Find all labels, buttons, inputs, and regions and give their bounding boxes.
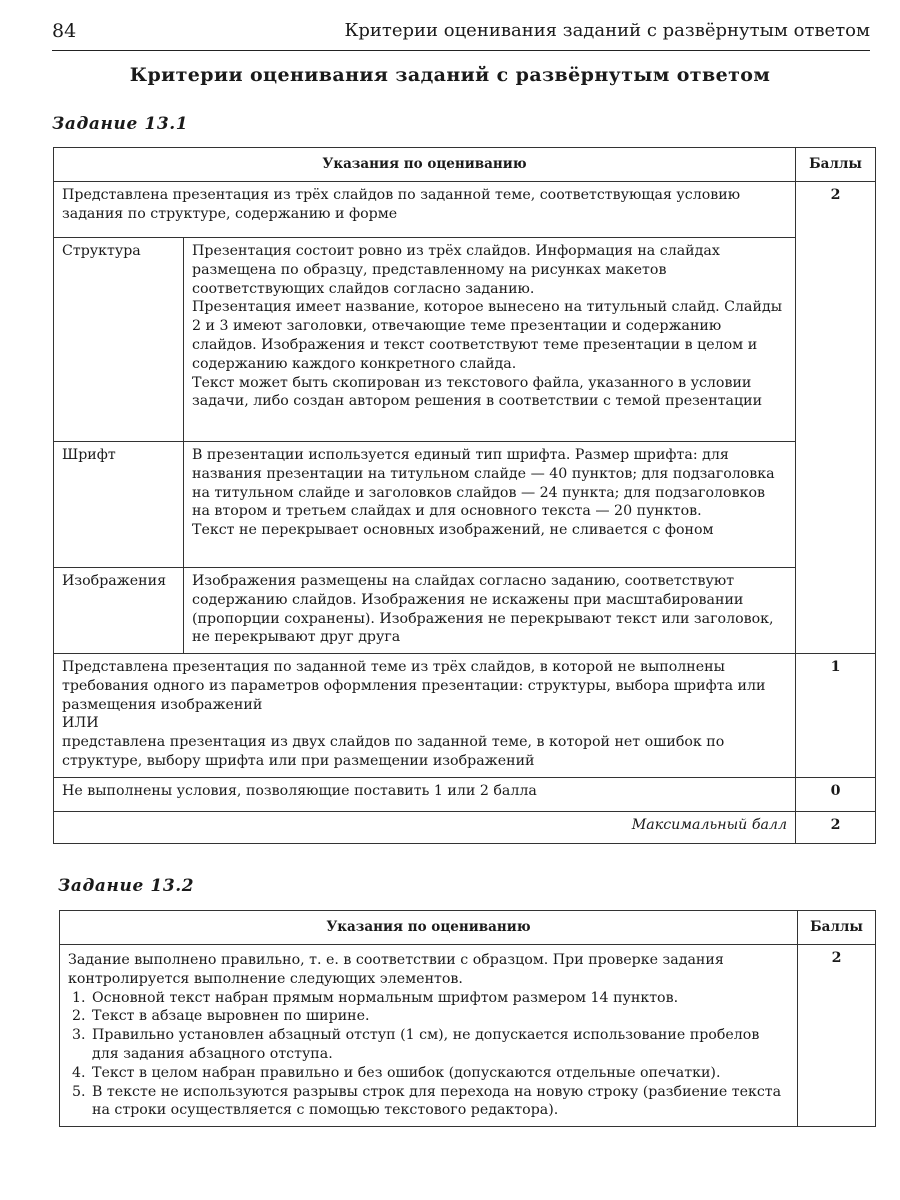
sub-criterion-label: Структура <box>54 238 184 442</box>
page-number: 84 <box>52 20 77 42</box>
sub-criterion-label: Изображения <box>54 568 184 654</box>
list-item: 1. Основной текст набран прямым нормальным шрифтом размером 14 пунктов. <box>90 989 789 1008</box>
max-score-value: 2 <box>796 812 876 844</box>
col-instructions-header: Указания по оцениванию <box>54 148 796 182</box>
task-13-2-title: Задание 13.2 <box>58 876 195 896</box>
table-header-row <box>54 148 876 182</box>
criteria-list <box>68 989 789 1121</box>
col-points-header: Баллы <box>796 148 876 182</box>
list-item: 4. Текст в целом набран правильно и без ошибок (допускаются отдельные опечатки). <box>90 1064 789 1083</box>
sub-criterion-label: Шрифт <box>54 442 184 568</box>
list-item: 5. В тексте не используются разрывы строк для перехода на новую строку (разбиение текста на строки осуществляется с помощью текстового редактора). <box>90 1083 789 1121</box>
criterion-intro: Задание выполнено правильно, т. е. в соответствии с образцом. При проверке задания контролируется выполнение следующих элементов. <box>68 952 724 987</box>
criterion-content <box>60 945 798 1127</box>
table-row <box>54 654 876 778</box>
table-row <box>54 778 876 812</box>
page-title: Критерии оценивания заданий с развёрнутым ответом <box>129 64 771 86</box>
points-cell: 2 <box>798 945 876 1127</box>
criterion-full-text: Представлена презентация из трёх слайдов по заданной теме, соответствующая условию задания по структуре, содержанию и форме <box>54 182 796 238</box>
points-cell: 2 <box>796 182 876 654</box>
running-header <box>52 18 870 51</box>
sub-criterion-text: В презентации используется единый тип шрифта. Размер шрифта: для названия презентации на титульном слайде — 40 пунктов; для подзаголовка на титульном слайде и заголовков слайдов — 24 пункта; для подзаголовков на втором и третьем слайдах и для основного текста — 20 пунктов. Текст не перекрывает основных изображений, не сливается с фоном <box>184 442 796 568</box>
table-row <box>54 568 876 654</box>
table-row <box>54 182 876 238</box>
task-13-2-table <box>59 910 876 1127</box>
running-title: Критерии оценивания заданий с развёрнутым ответом <box>344 20 870 41</box>
table-row <box>54 238 876 442</box>
sub-criterion-text: Презентация состоит ровно из трёх слайдов. Информация на слайдах размещена по образцу, представленному на рисунках макетов соответствующих слайдов согласно заданию. Презентация имеет название, которое вынесено на титульный слайд. Слайды 2 и 3 имеют заголовки, отвечающие теме презентации и содержанию слайдов. Изображения и текст соответствуют теме презентации в целом и содержанию каждого конкретного слайда. Текст может быть скопирован из текстового файла, указанного в условии задачи, либо создан автором решения в соответствии с темой презентации <box>184 238 796 442</box>
table-row <box>54 812 876 844</box>
task-13-1-title: Задание 13.1 <box>52 114 189 134</box>
table-header-row <box>60 911 876 945</box>
list-item: 2. Текст в абзаце выровнен по ширине. <box>90 1007 789 1026</box>
task-13-1-table <box>53 147 876 844</box>
points-cell: 0 <box>796 778 876 812</box>
sub-criterion-text: Изображения размещены на слайдах согласно заданию, соответствуют содержанию слайдов. Изображения не искажены при масштабировании (пропорции сохранены). Изображения не перекрывают текст или заголовок, не перекрывают друг друга <box>184 568 796 654</box>
criterion-zero-text: Не выполнены условия, позволяющие поставить 1 или 2 балла <box>54 778 796 812</box>
criterion-partial-text: Представлена презентация по заданной теме из трёх слайдов, в которой не выполнены требования одного из параметров оформления презентации: структуры, выбора шрифта или размещения изображений ИЛИ представлена презентация из двух слайдов по заданной теме, в которой нет ошибок по структуре, выбору шрифта или при размещении изображений <box>54 654 796 778</box>
table-row <box>60 945 876 1127</box>
points-cell: 1 <box>796 654 876 778</box>
table-row <box>54 442 876 568</box>
list-item: 3. Правильно установлен абзацный отступ (1 см), не допускается использование пробелов для задания абзацного отступа. <box>90 1026 789 1064</box>
max-score-label: Максимальный балл <box>54 812 796 844</box>
col-points-header: Баллы <box>798 911 876 945</box>
col-instructions-header: Указания по оцениванию <box>60 911 798 945</box>
